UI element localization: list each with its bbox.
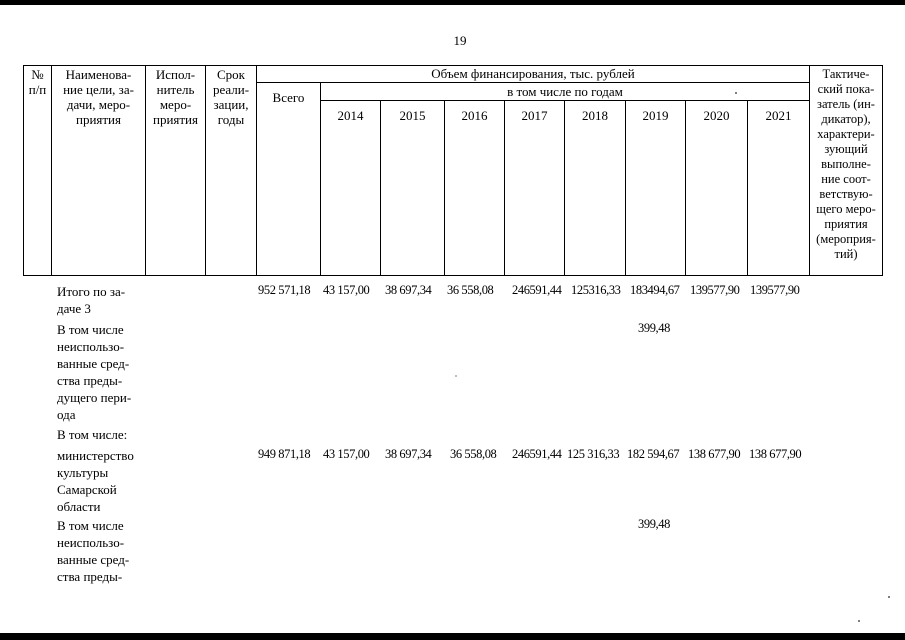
year-header: 2015 (399, 108, 426, 123)
scan-speck (455, 375, 457, 377)
col-number-header: № п/п (28, 67, 47, 97)
year-header: 2021 (765, 108, 792, 123)
row-label: министерство культуры Самарской области (57, 448, 134, 514)
table-right-border (882, 65, 883, 276)
col-divider (625, 100, 626, 276)
row-label: Итого по за- даче 3 (57, 284, 126, 316)
col-term-header: Срок реали- зации, годы (212, 67, 250, 127)
year-header: 2016 (461, 108, 488, 123)
value-total: 949 871,18 (258, 447, 311, 461)
value-2015: 38 697,34 (385, 283, 432, 297)
col-divider (504, 100, 505, 276)
year-header: 2017 (521, 108, 548, 123)
row-label: В том числе неиспользо- ванные сред- ства преды- дущего пери- ода (57, 322, 132, 422)
value-total: 952 571,18 (258, 283, 311, 297)
year-header: 2018 (582, 108, 608, 123)
col-indicator-header: Тактиче- ский пока- затель (ин- дикатор), характери- зующий выполне- ние соот- ветствую- щего меро- приятия (мероприя- тий) (816, 67, 876, 261)
value-2020: 138 677,90 (688, 447, 741, 461)
scan-speck (735, 92, 737, 94)
value-2019: 182 594,67 (627, 447, 680, 461)
col-divider (747, 100, 748, 276)
row-label: В том числе неиспользо- ванные сред- ства преды- (57, 518, 130, 584)
year-header: 2014 (337, 108, 364, 123)
value-2015: 38 697,34 (385, 447, 432, 461)
col-divider (444, 100, 445, 276)
value-2019: 399,48 (638, 517, 670, 531)
col-divider (564, 100, 565, 276)
col-name-header: Наименова- ние цели, за- дачи, меро- приятия (63, 67, 134, 127)
financing-title: Объем финансирования, тыс. рублей (431, 66, 635, 81)
value-2017: 246591,44 (512, 447, 562, 461)
col-divider (380, 100, 381, 276)
table-bottom-border (23, 275, 883, 276)
year-header: 2019 (642, 108, 669, 123)
scan-speck (858, 620, 860, 622)
value-2021: 138 677,90 (749, 447, 802, 461)
value-2014: 43 157,00 (323, 283, 370, 297)
value-2018: 125 316,33 (567, 447, 620, 461)
value-2018: 125316,33 (571, 283, 621, 297)
col-divider (685, 100, 686, 276)
value-2019: 399,48 (638, 321, 670, 335)
bottom-border (0, 633, 905, 640)
value-2016: 36 558,08 (447, 283, 494, 297)
value-2016: 36 558,08 (450, 447, 497, 461)
by-years-header: в том числе по годам (507, 84, 623, 99)
page-number: 19 (453, 33, 467, 48)
value-2021: 139577,90 (750, 283, 800, 297)
financing-divider (256, 82, 809, 83)
year-header: 2020 (703, 108, 730, 123)
value-2020: 139577,90 (690, 283, 740, 297)
value-2017: 246591,44 (512, 283, 562, 297)
total-header: Всего (272, 90, 305, 105)
row-label: В том числе: (57, 427, 128, 442)
top-border (0, 0, 905, 5)
col-executor-header: Испол- нитель меро- приятия (152, 67, 198, 127)
value-2014: 43 157,00 (323, 447, 370, 461)
scan-speck (888, 596, 890, 598)
value-2019: 183494,67 (630, 283, 680, 297)
